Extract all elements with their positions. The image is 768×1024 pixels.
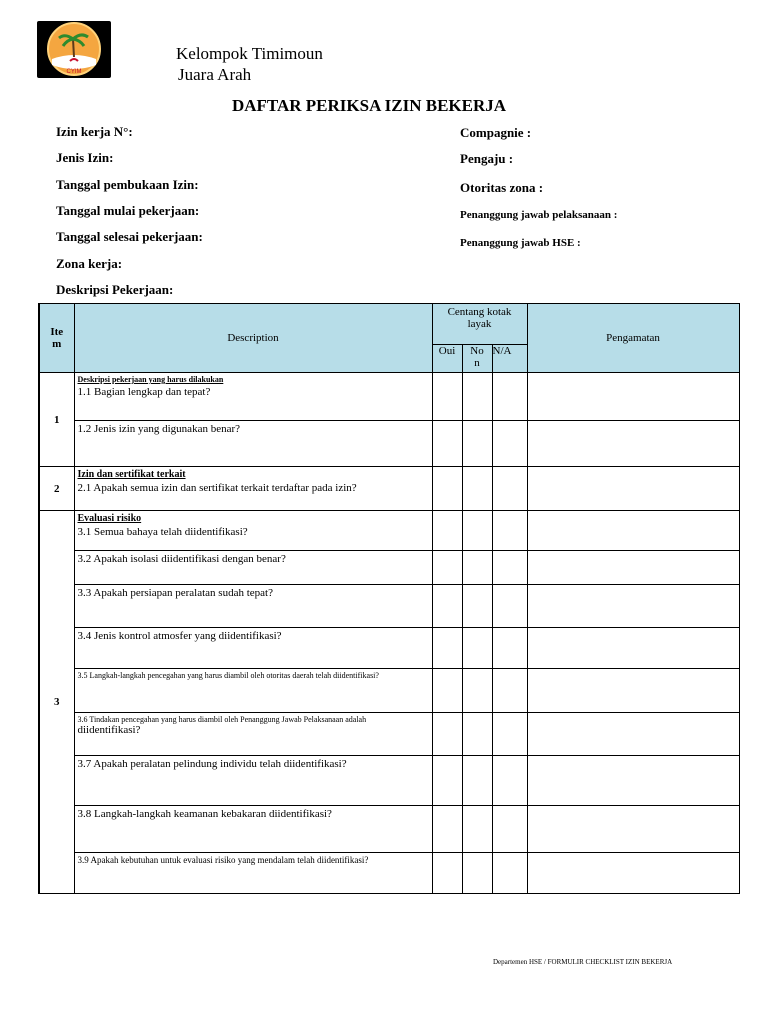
field-permit-number: Izin kerja N°: [56,124,133,139]
question-cell [74,511,432,551]
observation-cell[interactable] [527,551,739,585]
header-non: No n [462,345,492,373]
observation-cell[interactable] [527,669,739,713]
checkbox-na[interactable] [492,585,527,628]
section-title: Izin dan sertifikat terkait [77,469,186,480]
item-number: 3 [39,511,74,894]
header-na: N/A [492,345,527,373]
checkbox-na[interactable] [492,551,527,585]
question-cell [74,756,432,806]
question-text: 1.1 Bagian lengkap dan tepat? [77,386,211,398]
section-title: Evaluasi risiko [77,513,142,524]
header-description: Description [74,304,432,373]
checkbox-oui[interactable] [432,756,462,806]
checkbox-na[interactable] [492,467,527,511]
checkbox-non[interactable] [462,421,492,467]
checkbox-non[interactable] [462,551,492,585]
question-text: 3.1 Semua bahaya telah diidentifikasi? [77,526,248,538]
checkbox-oui[interactable] [432,551,462,585]
field-end-date: Tanggal selesai pekerjaan: [56,229,203,244]
checkbox-oui[interactable] [432,373,462,421]
checklist-table [38,303,740,894]
question-cell [74,853,432,894]
observation-cell[interactable] [527,511,739,551]
observation-cell[interactable] [527,585,739,628]
checkbox-na[interactable] [492,373,527,421]
question-text: 1.2 Jenis izin yang digunakan benar? [77,423,241,435]
checkbox-na[interactable] [492,628,527,669]
question-text: 3.7 Apakah peralatan pelindung individu telah diidentifikasi? [77,758,347,770]
field-zone-authority: Otoritas zona : [460,180,544,195]
observation-cell[interactable] [527,853,739,894]
checkbox-oui[interactable] [432,713,462,756]
checkbox-oui[interactable] [432,421,462,467]
document-title: DAFTAR PERIKSA IZIN BEKERJA [231,96,507,115]
checkbox-na[interactable] [492,806,527,853]
question-cell [74,551,432,585]
observation-cell[interactable] [527,373,739,421]
question-text: 3.3 Apakah persiapan peralatan sudah tepat? [77,587,273,599]
checkbox-non[interactable] [462,511,492,551]
observation-cell[interactable] [527,756,739,806]
observation-cell[interactable] [527,628,739,669]
field-hse-responsible: Penanggung jawab HSE : [460,237,581,249]
checkbox-na[interactable] [492,756,527,806]
checkbox-oui[interactable] [432,806,462,853]
field-work-zone: Zona kerja: [56,256,123,271]
question-text: 2.1 Apakah semua izin dan sertifikat terkait terdaftar pada izin? [77,482,357,494]
checkbox-non[interactable] [462,467,492,511]
field-company: Compagnie : [460,125,532,140]
observation-cell[interactable] [527,713,739,756]
field-open-date: Tanggal pembukaan Izin: [56,177,199,192]
page-footer: Departemen HSE / FORMULIR CHECKLIST IZIN BEKERJA [493,958,673,966]
observation-cell[interactable] [527,806,739,853]
item-number: 1 [39,373,74,467]
checkbox-na[interactable] [492,511,527,551]
checkbox-na[interactable] [492,713,527,756]
question-text: 3.9 Apakah kebutuhan untuk evaluasi risiko yang mendalam telah diidentifikasi? [77,855,369,865]
checkbox-non[interactable] [462,585,492,628]
field-applicant: Pengaju : [460,151,514,166]
org-name-line2: Juara Arah [178,65,252,84]
question-cell [74,713,432,756]
checkbox-non[interactable] [462,806,492,853]
question-cell [74,628,432,669]
checkbox-oui[interactable] [432,585,462,628]
checkbox-non[interactable] [462,628,492,669]
observation-cell[interactable] [527,421,739,467]
org-name-line1: Kelompok Timimoun [176,44,323,63]
checkbox-non[interactable] [462,853,492,894]
question-text: 3.4 Jenis kontrol atmosfer yang diidentifikasi? [77,630,282,642]
svg-text:CYIM: CYIM [66,69,82,75]
field-execution-responsible: Penanggung jawab pelaksanaan : [460,209,618,221]
header-oui: Oui [432,345,462,373]
item-number: 2 [39,467,74,511]
field-start-date: Tanggal mulai pekerjaan: [56,203,200,218]
header-check-group: Centang kotak layak [432,304,527,345]
section-title: Deskripsi pekerjaan yang harus dilakukan [77,375,224,384]
field-permit-type: Jenis Izin: [56,150,114,165]
question-cell [74,585,432,628]
question-cell [74,806,432,853]
checkbox-oui[interactable] [432,467,462,511]
checkbox-non[interactable] [462,756,492,806]
checkbox-oui[interactable] [432,628,462,669]
checkbox-na[interactable] [492,669,527,713]
question-text: 3.6 Tindakan pencegahan yang harus diambil oleh Penanggung Jawab Pelaksanaan adalah [77,715,367,724]
checkbox-non[interactable] [462,669,492,713]
checkbox-non[interactable] [462,713,492,756]
checkbox-na[interactable] [492,421,527,467]
header-observation: Pengamatan [527,304,739,373]
field-work-description: Deskripsi Pekerjaan: [56,282,174,297]
company-logo [37,21,111,78]
checkbox-oui[interactable] [432,669,462,713]
checkbox-na[interactable] [492,853,527,894]
question-cell [74,669,432,713]
checkbox-non[interactable] [462,373,492,421]
observation-cell[interactable] [527,467,739,511]
checkbox-oui[interactable] [432,511,462,551]
question-cell [74,421,432,467]
checkbox-oui[interactable] [432,853,462,894]
question-text: 3.8 Langkah-langkah keamanan kebakaran diidentifikasi? [77,808,332,820]
question-cell [74,373,432,421]
question-cell [74,467,432,511]
question-text: 3.2 Apakah isolasi diidentifikasi dengan benar? [77,553,286,565]
question-text-continued: diidentifikasi? [77,724,141,736]
header-item: Ite m [39,304,74,373]
question-text: 3.5 Langkah-langkah pencegahan yang harus diambil oleh otoritas daerah telah diidentifikasi? [77,671,379,680]
